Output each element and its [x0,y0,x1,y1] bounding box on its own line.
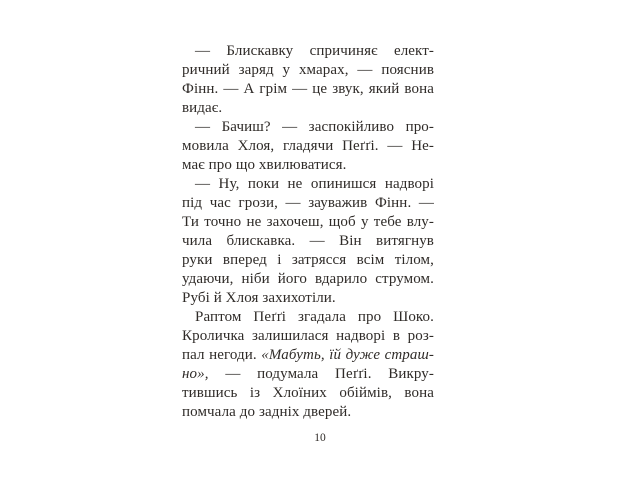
text-segment: — Ну, поки не опинишся надворі [195,176,434,192]
text-segment: пал негоди. [182,347,262,363]
text-segment: — подумала Пеґґі. Викру- [208,366,434,382]
text-line [182,175,434,194]
text-line [182,346,434,365]
paragraph [182,118,434,175]
text-segment: руки вперед і затрясся всім тілом, [182,252,434,268]
paragraph [182,175,434,308]
text-segment: під час грози, — зауважив Фінн. — [182,195,434,211]
text-line [182,213,434,232]
text-segment: помчала до задніх дверей. [182,404,352,420]
text-segment: Ти точно не захочеш, щоб у тебе влу- [182,214,434,230]
text-segment: тившись із Хлоїних обіймів, вона [182,385,434,401]
italic-text-segment: но», [182,366,209,382]
text-segment: видає. [182,100,223,116]
text-line [182,232,434,251]
text-line [182,137,434,156]
text-line [182,308,434,327]
text-segment: Фінн. — А грім — це звук, який вона [182,81,434,97]
italic-text-segment: «Мабуть, їй дуже страш- [261,347,434,363]
text-line [182,99,434,118]
text-segment: ричний заряд у хмарах, — пояснив [182,62,434,78]
text-segment: — Бачиш? — заспокійливо про- [195,119,434,135]
paragraph [182,308,434,422]
text-segment: Раптом Пеґґі згадала про Шоко. [195,309,434,325]
page-number: 10 [314,432,326,444]
text-line [182,365,434,384]
text-line [182,403,434,422]
text-line [182,270,434,289]
paragraph [182,42,434,118]
text-segment: удаючи, ніби його вдарило струмом. [182,271,434,287]
text-segment: має про що хвилюватися. [182,157,347,173]
text-column [182,42,434,422]
text-line [182,118,434,137]
text-line [182,42,434,61]
text-line [182,289,434,308]
text-segment: Кроличка залишилася надворі в роз- [182,328,434,344]
text-line [182,251,434,270]
text-segment: чила блискавка. — Він витягнув [182,233,434,249]
text-line [182,194,434,213]
text-segment: Рубі й Хлоя захихотіли. [182,290,336,306]
text-segment: — Блискавку спричиняє елект- [195,43,434,59]
text-line [182,327,434,346]
text-line [182,61,434,80]
text-segment: мовила Хлоя, гладячи Пеґґі. — Не- [182,138,434,154]
text-line [182,156,434,175]
text-line [182,384,434,403]
text-line [182,80,434,99]
